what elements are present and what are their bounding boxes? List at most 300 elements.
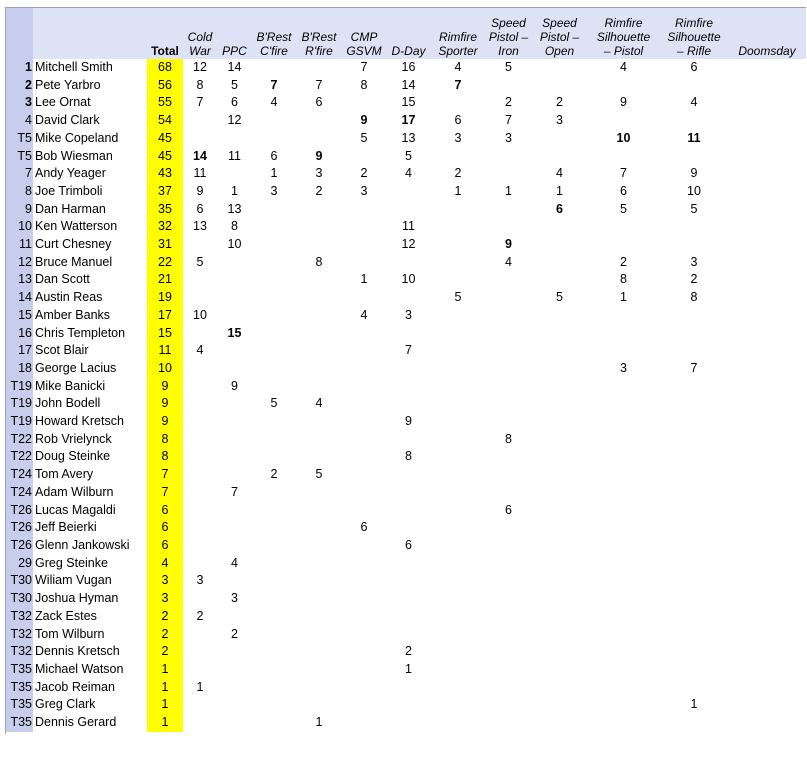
score-cell-ppc bbox=[217, 431, 252, 449]
score-cell-brest-rfire: 1 bbox=[315, 715, 323, 730]
score-cell-speed-pistol-iron: 6 bbox=[505, 502, 512, 517]
score-cell-brest-rfire: 2 bbox=[315, 183, 323, 198]
score-cell-cold-war bbox=[183, 378, 217, 396]
score-cell-ppc: 5 bbox=[231, 77, 238, 92]
score-cell-doomsday bbox=[728, 342, 806, 360]
total-cell: 35 bbox=[147, 201, 183, 219]
total-cell: 9 bbox=[147, 413, 183, 431]
score-cell-dday bbox=[386, 183, 431, 201]
score-cell-speed-pistol-iron bbox=[485, 218, 532, 236]
score-cell-speed-pistol-open: 2 bbox=[556, 95, 563, 110]
score-cell-rimfire-silhouette-rifle bbox=[660, 572, 728, 590]
score-cell-ppc bbox=[217, 395, 252, 413]
score-cell-speed-pistol-iron bbox=[485, 378, 532, 396]
score-cell-dday: 13 bbox=[401, 130, 416, 145]
score-cell-cmp-gsvm bbox=[342, 94, 386, 112]
score-cell-ppc bbox=[217, 537, 252, 555]
score-cell-dday bbox=[386, 431, 431, 449]
score-cell-speed-pistol-open bbox=[532, 431, 587, 449]
total-cell: 9 bbox=[147, 395, 183, 413]
score-cell-rimfire-silhouette-rifle: 6 bbox=[690, 60, 698, 74]
score-cell-cold-war: 6 bbox=[196, 201, 204, 216]
score-cell-rimfire-silhouette-rifle bbox=[660, 714, 728, 732]
score-cell-rimfire-silhouette-pistol bbox=[587, 626, 660, 644]
rank-cell: T32 bbox=[6, 626, 33, 644]
score-cell-brest-cfire bbox=[252, 626, 296, 644]
score-cell-cmp-gsvm bbox=[342, 236, 386, 254]
total-cell: 2 bbox=[147, 643, 183, 661]
score-cell-cmp-gsvm bbox=[342, 696, 386, 714]
score-cell-speed-pistol-iron bbox=[485, 360, 532, 378]
rank-cell: 18 bbox=[6, 360, 33, 378]
score-cell-speed-pistol-iron bbox=[485, 572, 532, 590]
shooter-name-cell: Chris Templeton bbox=[35, 325, 126, 340]
score-cell-rimfire-sporter bbox=[431, 608, 485, 626]
score-cell-cmp-gsvm bbox=[342, 201, 386, 219]
score-cell-doomsday bbox=[728, 431, 806, 449]
score-cell-brest-rfire bbox=[296, 289, 342, 307]
score-cell-rimfire-silhouette-rifle bbox=[660, 466, 728, 484]
rank-cell: 14 bbox=[6, 289, 33, 307]
score-cell-speed-pistol-iron bbox=[485, 519, 532, 537]
shooter-name-cell: Tom Wilburn bbox=[35, 626, 105, 641]
score-cell-brest-cfire: 4 bbox=[270, 95, 278, 110]
score-cell-dday: 7 bbox=[405, 343, 412, 358]
score-cell-speed-pistol-open bbox=[532, 77, 587, 95]
rank-cell: T24 bbox=[6, 484, 33, 502]
table-row bbox=[6, 271, 806, 289]
table-row bbox=[6, 342, 806, 360]
table-row bbox=[6, 289, 806, 307]
rank-cell: T30 bbox=[6, 572, 33, 590]
score-cell-rimfire-silhouette-rifle bbox=[660, 502, 728, 520]
score-cell-cmp-gsvm bbox=[342, 254, 386, 272]
column-header-line: Pistol – bbox=[539, 30, 580, 44]
score-cell-brest-cfire bbox=[252, 325, 296, 343]
table-row bbox=[6, 183, 806, 201]
score-cell-cmp-gsvm bbox=[342, 502, 386, 520]
score-cell-cold-war bbox=[183, 236, 217, 254]
score-cell-cold-war: 11 bbox=[193, 166, 207, 181]
table-row bbox=[6, 661, 806, 679]
score-cell-cmp-gsvm bbox=[342, 661, 386, 679]
score-cell-doomsday bbox=[728, 502, 806, 520]
column-header-total bbox=[147, 8, 183, 59]
score-cell-ppc bbox=[217, 360, 252, 378]
score-cell-rimfire-silhouette-pistol bbox=[587, 77, 660, 95]
score-cell-cmp-gsvm bbox=[342, 555, 386, 573]
score-cell-rimfire-silhouette-rifle: 9 bbox=[690, 166, 698, 181]
score-cell-doomsday bbox=[728, 378, 806, 396]
table-row bbox=[6, 307, 806, 325]
score-cell-ppc: 2 bbox=[231, 626, 238, 641]
score-cell-rimfire-silhouette-pistol bbox=[587, 448, 660, 466]
score-cell-cold-war bbox=[183, 714, 217, 732]
score-cell-doomsday bbox=[728, 218, 806, 236]
total-cell: 19 bbox=[147, 289, 183, 307]
score-cell-brest-rfire: 7 bbox=[315, 77, 323, 92]
score-cell-cold-war bbox=[183, 626, 217, 644]
score-cell-ppc bbox=[217, 502, 252, 520]
table-row bbox=[6, 466, 806, 484]
score-cell-ppc bbox=[217, 608, 252, 626]
score-cell-rimfire-sporter: 7 bbox=[454, 77, 462, 92]
rank-cell: T5 bbox=[6, 148, 33, 166]
score-cell-rimfire-silhouette-rifle bbox=[660, 218, 728, 236]
score-cell-brest-rfire bbox=[296, 59, 342, 77]
score-cell-speed-pistol-open bbox=[532, 342, 587, 360]
shooter-name-cell: Bruce Manuel bbox=[35, 254, 113, 269]
score-cell-brest-rfire bbox=[296, 201, 342, 219]
score-cell-speed-pistol-open bbox=[532, 59, 587, 77]
score-cell-cmp-gsvm bbox=[342, 608, 386, 626]
score-cell-speed-pistol-iron bbox=[485, 661, 532, 679]
score-cell-brest-cfire bbox=[252, 254, 296, 272]
score-cell-doomsday bbox=[728, 94, 806, 112]
table-row bbox=[6, 572, 806, 590]
score-cell-brest-rfire bbox=[296, 307, 342, 325]
score-cell-rimfire-silhouette-rifle bbox=[660, 626, 728, 644]
total-cell: 68 bbox=[147, 59, 183, 77]
rank-cell: T19 bbox=[6, 395, 33, 413]
score-cell-cold-war: 2 bbox=[196, 608, 204, 623]
table-row bbox=[6, 395, 806, 413]
score-cell-cmp-gsvm: 6 bbox=[360, 520, 368, 535]
shooter-name-cell: Rob Vrielynck bbox=[35, 431, 112, 446]
score-cell-cmp-gsvm: 5 bbox=[360, 130, 368, 145]
rank-cell: 16 bbox=[6, 325, 33, 343]
score-cell-rimfire-sporter bbox=[431, 94, 485, 112]
score-cell-brest-rfire bbox=[296, 130, 342, 148]
score-cell-rimfire-sporter bbox=[431, 395, 485, 413]
score-cell-brest-cfire: 1 bbox=[270, 166, 278, 181]
score-cell-speed-pistol-iron: 2 bbox=[505, 95, 512, 110]
score-cell-rimfire-silhouette-pistol bbox=[587, 236, 660, 254]
score-cell-cold-war bbox=[183, 360, 217, 378]
score-cell-rimfire-sporter: 3 bbox=[454, 130, 462, 145]
score-cell-doomsday bbox=[728, 254, 806, 272]
score-cell-cold-war: 4 bbox=[196, 343, 204, 358]
score-cell-speed-pistol-iron bbox=[485, 484, 532, 502]
score-cell-rimfire-silhouette-rifle: 2 bbox=[690, 272, 698, 287]
score-cell-rimfire-silhouette-pistol bbox=[587, 502, 660, 520]
score-cell-ppc: 4 bbox=[231, 555, 238, 570]
column-header-speed-pistol-open bbox=[532, 8, 587, 59]
score-cell-rimfire-silhouette-rifle bbox=[660, 342, 728, 360]
shooter-name-cell: Dennis Kretsch bbox=[35, 644, 120, 659]
score-cell-cold-war bbox=[183, 502, 217, 520]
score-cell-cmp-gsvm: 4 bbox=[360, 307, 368, 322]
score-cell-dday: 4 bbox=[405, 166, 412, 181]
score-cell-ppc bbox=[217, 643, 252, 661]
score-cell-doomsday bbox=[728, 201, 806, 219]
shooter-name-cell: Greg Clark bbox=[35, 697, 96, 712]
shooter-name-cell: Pete Yarbro bbox=[35, 77, 101, 92]
score-cell-brest-cfire bbox=[252, 201, 296, 219]
score-cell-cold-war: 3 bbox=[196, 573, 204, 588]
shooter-name-cell: Mitchell Smith bbox=[35, 60, 113, 74]
score-cell-rimfire-sporter bbox=[431, 555, 485, 573]
score-cell-cmp-gsvm bbox=[342, 484, 386, 502]
column-header-line: CMP bbox=[350, 30, 378, 44]
total-cell: 10 bbox=[147, 360, 183, 378]
score-cell-rimfire-silhouette-pistol bbox=[587, 555, 660, 573]
column-header-cmp-gsvm bbox=[342, 8, 386, 59]
score-cell-rimfire-sporter bbox=[431, 537, 485, 555]
total-cell: 55 bbox=[147, 94, 183, 112]
column-header-line: D-Day bbox=[391, 44, 426, 58]
score-cell-cmp-gsvm bbox=[342, 378, 386, 396]
score-cell-brest-rfire: 5 bbox=[315, 467, 323, 482]
score-cell-brest-cfire bbox=[252, 112, 296, 130]
column-header-line: GSVM bbox=[346, 44, 382, 58]
score-cell-ppc: 9 bbox=[231, 378, 238, 393]
rank-cell: T5 bbox=[6, 130, 33, 148]
shooter-name-cell: Dan Scott bbox=[35, 272, 90, 287]
rank-cell: 29 bbox=[6, 555, 33, 573]
table-row bbox=[6, 626, 806, 644]
total-cell: 11 bbox=[147, 342, 183, 360]
rank-cell: 13 bbox=[6, 271, 33, 289]
score-cell-doomsday bbox=[728, 307, 806, 325]
table-row bbox=[6, 148, 806, 166]
column-header-line: Silhouette bbox=[667, 30, 721, 44]
score-cell-cmp-gsvm bbox=[342, 342, 386, 360]
score-cell-brest-rfire bbox=[296, 590, 342, 608]
shooter-name-cell: Curt Chesney bbox=[35, 237, 112, 252]
score-cell-brest-cfire bbox=[252, 714, 296, 732]
score-cell-rimfire-silhouette-rifle bbox=[660, 608, 728, 626]
score-cell-rimfire-silhouette-pistol: 4 bbox=[620, 60, 627, 74]
score-cell-doomsday bbox=[728, 590, 806, 608]
column-header-rimfire-sporter bbox=[431, 8, 485, 59]
score-cell-rimfire-silhouette-rifle bbox=[660, 307, 728, 325]
score-cell-cmp-gsvm: 7 bbox=[360, 60, 368, 74]
table-row bbox=[6, 431, 806, 449]
score-cell-cold-war bbox=[183, 289, 217, 307]
score-cell-brest-cfire bbox=[252, 218, 296, 236]
score-cell-speed-pistol-open bbox=[532, 325, 587, 343]
score-cell-dday bbox=[386, 714, 431, 732]
score-cell-cold-war: 7 bbox=[196, 95, 204, 110]
score-cell-ppc bbox=[217, 289, 252, 307]
score-cell-rimfire-sporter: 6 bbox=[454, 113, 462, 128]
score-cell-rimfire-sporter bbox=[431, 378, 485, 396]
score-cell-rimfire-sporter bbox=[431, 714, 485, 732]
score-cell-ppc bbox=[217, 714, 252, 732]
score-cell-ppc: 12 bbox=[227, 113, 242, 128]
column-header-line: B'Rest bbox=[301, 30, 337, 44]
table-body bbox=[6, 59, 806, 732]
score-cell-speed-pistol-open bbox=[532, 271, 587, 289]
shooter-name-cell: Dennis Gerard bbox=[35, 715, 117, 730]
standings-sheet bbox=[5, 7, 806, 734]
score-cell-rimfire-sporter: 4 bbox=[454, 60, 462, 74]
score-cell-speed-pistol-open: 3 bbox=[556, 113, 563, 128]
score-cell-dday bbox=[386, 201, 431, 219]
shooter-name-cell: Mike Banicki bbox=[35, 378, 106, 393]
table-row bbox=[6, 77, 806, 95]
column-header-rimfire-silhouette-pistol bbox=[587, 8, 660, 59]
score-cell-dday bbox=[386, 466, 431, 484]
total-cell: 3 bbox=[147, 590, 183, 608]
column-header-line: B'Rest bbox=[256, 30, 292, 44]
score-cell-speed-pistol-iron: 4 bbox=[505, 254, 512, 269]
score-cell-ppc: 6 bbox=[231, 95, 238, 110]
score-cell-speed-pistol-open bbox=[532, 236, 587, 254]
score-cell-speed-pistol-open bbox=[532, 643, 587, 661]
score-cell-doomsday bbox=[728, 360, 806, 378]
score-cell-speed-pistol-open bbox=[532, 714, 587, 732]
score-cell-cold-war: 8 bbox=[196, 77, 204, 92]
score-cell-dday: 16 bbox=[401, 60, 416, 74]
score-cell-brest-cfire bbox=[252, 448, 296, 466]
total-cell: 2 bbox=[147, 626, 183, 644]
score-cell-rimfire-silhouette-pistol bbox=[587, 696, 660, 714]
score-cell-rimfire-silhouette-rifle bbox=[660, 395, 728, 413]
table-row bbox=[6, 643, 806, 661]
score-cell-dday bbox=[386, 626, 431, 644]
rank-cell: T19 bbox=[6, 413, 33, 431]
score-cell-rimfire-silhouette-pistol: 7 bbox=[620, 166, 627, 181]
score-cell-cold-war: 14 bbox=[193, 148, 207, 163]
score-cell-dday bbox=[386, 325, 431, 343]
column-header-line: Rimfire bbox=[675, 16, 713, 30]
shooter-name-cell: Austin Reas bbox=[35, 290, 103, 305]
total-cell: 6 bbox=[147, 519, 183, 537]
column-header-line: War bbox=[189, 44, 211, 58]
column-header-line: Rimfire bbox=[439, 30, 477, 44]
score-cell-rimfire-sporter bbox=[431, 413, 485, 431]
table-row bbox=[6, 448, 806, 466]
table-row bbox=[6, 590, 806, 608]
score-cell-doomsday bbox=[728, 661, 806, 679]
table-row bbox=[6, 201, 806, 219]
score-cell-cold-war: 10 bbox=[193, 307, 207, 322]
score-cell-cold-war: 13 bbox=[193, 219, 207, 234]
table-row bbox=[6, 714, 806, 732]
score-cell-speed-pistol-iron: 8 bbox=[505, 431, 512, 446]
score-cell-rimfire-silhouette-rifle bbox=[660, 448, 728, 466]
score-cell-speed-pistol-iron bbox=[485, 537, 532, 555]
table-row bbox=[6, 696, 806, 714]
table-row bbox=[6, 165, 806, 183]
total-cell: 17 bbox=[147, 307, 183, 325]
total-cell: 7 bbox=[147, 466, 183, 484]
score-cell-rimfire-silhouette-pistol bbox=[587, 148, 660, 166]
column-header-line: Total bbox=[151, 44, 179, 58]
score-cell-cold-war bbox=[183, 643, 217, 661]
shooter-name-cell: Ken Watterson bbox=[35, 219, 118, 234]
score-cell-rimfire-silhouette-pistol bbox=[587, 679, 660, 697]
table-row bbox=[6, 413, 806, 431]
score-cell-rimfire-sporter bbox=[431, 696, 485, 714]
score-cell-doomsday bbox=[728, 643, 806, 661]
score-cell-cmp-gsvm: 2 bbox=[360, 166, 368, 181]
score-cell-brest-rfire bbox=[296, 112, 342, 130]
rank-cell: 9 bbox=[6, 201, 33, 219]
score-cell-speed-pistol-open bbox=[532, 572, 587, 590]
score-cell-brest-rfire bbox=[296, 661, 342, 679]
score-cell-rimfire-silhouette-pistol bbox=[587, 378, 660, 396]
score-cell-rimfire-silhouette-rifle bbox=[660, 643, 728, 661]
score-cell-ppc: 15 bbox=[227, 325, 242, 340]
score-cell-speed-pistol-open bbox=[532, 466, 587, 484]
column-header-ppc bbox=[217, 8, 252, 59]
score-cell-rimfire-silhouette-pistol: 1 bbox=[620, 290, 627, 305]
score-cell-cold-war: 12 bbox=[193, 60, 207, 74]
score-cell-dday bbox=[386, 519, 431, 537]
column-header-line: Rimfire bbox=[604, 16, 643, 30]
score-cell-rimfire-silhouette-rifle bbox=[660, 413, 728, 431]
score-cell-ppc: 7 bbox=[231, 484, 238, 499]
score-cell-speed-pistol-iron bbox=[485, 643, 532, 661]
score-cell-cold-war bbox=[183, 661, 217, 679]
total-cell: 4 bbox=[147, 555, 183, 573]
score-cell-speed-pistol-iron bbox=[485, 395, 532, 413]
table-row bbox=[6, 679, 806, 697]
score-cell-cmp-gsvm bbox=[342, 626, 386, 644]
score-cell-speed-pistol-open bbox=[532, 218, 587, 236]
score-cell-dday bbox=[386, 395, 431, 413]
score-cell-dday bbox=[386, 484, 431, 502]
score-cell-doomsday bbox=[728, 484, 806, 502]
score-cell-brest-rfire bbox=[296, 413, 342, 431]
score-cell-rimfire-silhouette-pistol bbox=[587, 608, 660, 626]
score-cell-speed-pistol-iron: 3 bbox=[505, 130, 512, 145]
score-cell-rimfire-silhouette-pistol: 6 bbox=[620, 183, 627, 198]
score-cell-doomsday bbox=[728, 413, 806, 431]
score-cell-dday: 2 bbox=[405, 644, 412, 659]
score-cell-rimfire-sporter: 1 bbox=[454, 183, 462, 198]
score-cell-brest-cfire: 6 bbox=[270, 148, 278, 163]
score-cell-rimfire-sporter bbox=[431, 466, 485, 484]
rank-cell: 11 bbox=[6, 236, 33, 254]
score-cell-ppc bbox=[217, 342, 252, 360]
score-cell-rimfire-sporter: 5 bbox=[454, 290, 462, 305]
total-cell: 45 bbox=[147, 130, 183, 148]
score-cell-doomsday bbox=[728, 448, 806, 466]
score-cell-rimfire-sporter: 2 bbox=[454, 166, 462, 181]
score-cell-speed-pistol-open bbox=[532, 537, 587, 555]
score-cell-speed-pistol-open bbox=[532, 590, 587, 608]
column-header-line: Pistol – bbox=[488, 30, 529, 44]
score-cell-brest-rfire bbox=[296, 218, 342, 236]
score-cell-ppc: 14 bbox=[227, 60, 242, 74]
total-cell: 8 bbox=[147, 448, 183, 466]
table-row bbox=[6, 378, 806, 396]
score-cell-brest-cfire bbox=[252, 59, 296, 77]
score-cell-brest-rfire bbox=[296, 342, 342, 360]
score-cell-rimfire-silhouette-pistol bbox=[587, 643, 660, 661]
header-row bbox=[6, 8, 806, 59]
rank-cell: 15 bbox=[6, 307, 33, 325]
score-cell-brest-rfire: 4 bbox=[315, 396, 323, 411]
score-cell-rimfire-silhouette-rifle bbox=[660, 378, 728, 396]
score-cell-rimfire-silhouette-pistol bbox=[587, 661, 660, 679]
score-cell-rimfire-silhouette-rifle bbox=[660, 148, 728, 166]
score-cell-brest-rfire bbox=[296, 555, 342, 573]
score-cell-dday: 3 bbox=[405, 307, 412, 322]
shooter-name-cell: Lee Ornat bbox=[35, 95, 91, 110]
shooter-name-cell: Mike Copeland bbox=[35, 130, 119, 145]
score-cell-cold-war bbox=[183, 271, 217, 289]
score-cell-brest-cfire bbox=[252, 608, 296, 626]
score-cell-speed-pistol-open bbox=[532, 484, 587, 502]
score-cell-speed-pistol-iron bbox=[485, 165, 532, 183]
score-cell-brest-rfire bbox=[296, 626, 342, 644]
score-cell-cold-war bbox=[183, 413, 217, 431]
